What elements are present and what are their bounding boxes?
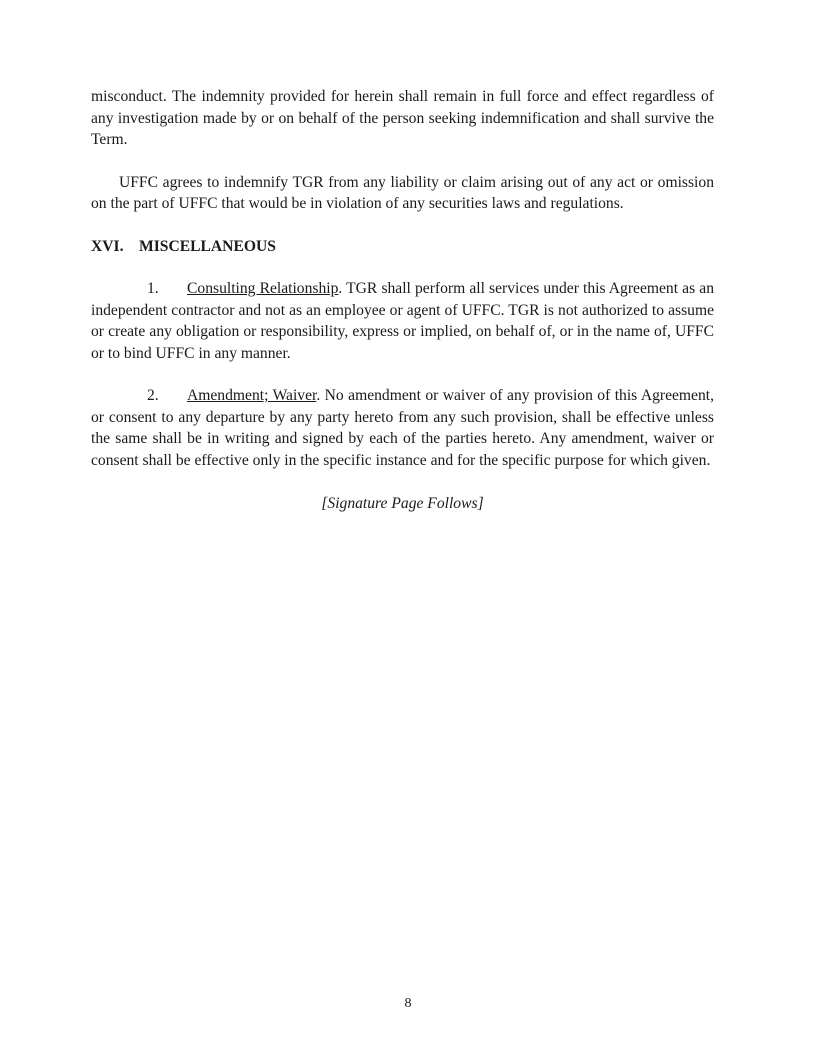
list-item [91, 385, 714, 471]
list-item [91, 278, 714, 364]
section-number: XVI. [91, 237, 124, 255]
item-number: 2. [147, 387, 159, 404]
paragraph-indemnity-continuation: misconduct. The indemnity provided for herein shall remain in full force and effect regardless of any investigation made by or on behalf of the person seeking indemnification and shall survive the Term. [91, 88, 714, 148]
item-text: . TGR shall perform all services under this Agreement as an independent contractor and not as an employee or agent of UFFC. TGR is not authorized to assume or create any obligation or responsibility, express or implied, on behalf of, or in the name of, UFFC or to bind UFFC in any manner. [91, 280, 714, 362]
paragraph-uffc-indemnify: UFFC agrees to indemnify TGR from any liability or claim arising out of any act or omission on the part of UFFC that would be in violation of any securities laws and regulations. [91, 173, 714, 212]
section-title: MISCELLANEOUS [139, 237, 276, 255]
item-heading: Consulting Relationship [187, 280, 339, 297]
item-text: . No amendment or waiver of any provision of this Agreement, or consent to any departure by any party hereto from any such provision, shall be effective unless the same shall be in writing and signed by each of the parties hereto. Any amendment, waiver or consent shall be effective only in the specific instance and for the specific purpose for which given. [91, 387, 714, 469]
document-page [91, 86, 714, 515]
signature-page-note: [Signature Page Follows] [321, 495, 484, 512]
page-number: 8 [404, 996, 412, 1011]
item-number: 1. [147, 280, 159, 297]
section-heading [91, 236, 714, 258]
item-heading: Amendment; Waiver [187, 387, 317, 404]
